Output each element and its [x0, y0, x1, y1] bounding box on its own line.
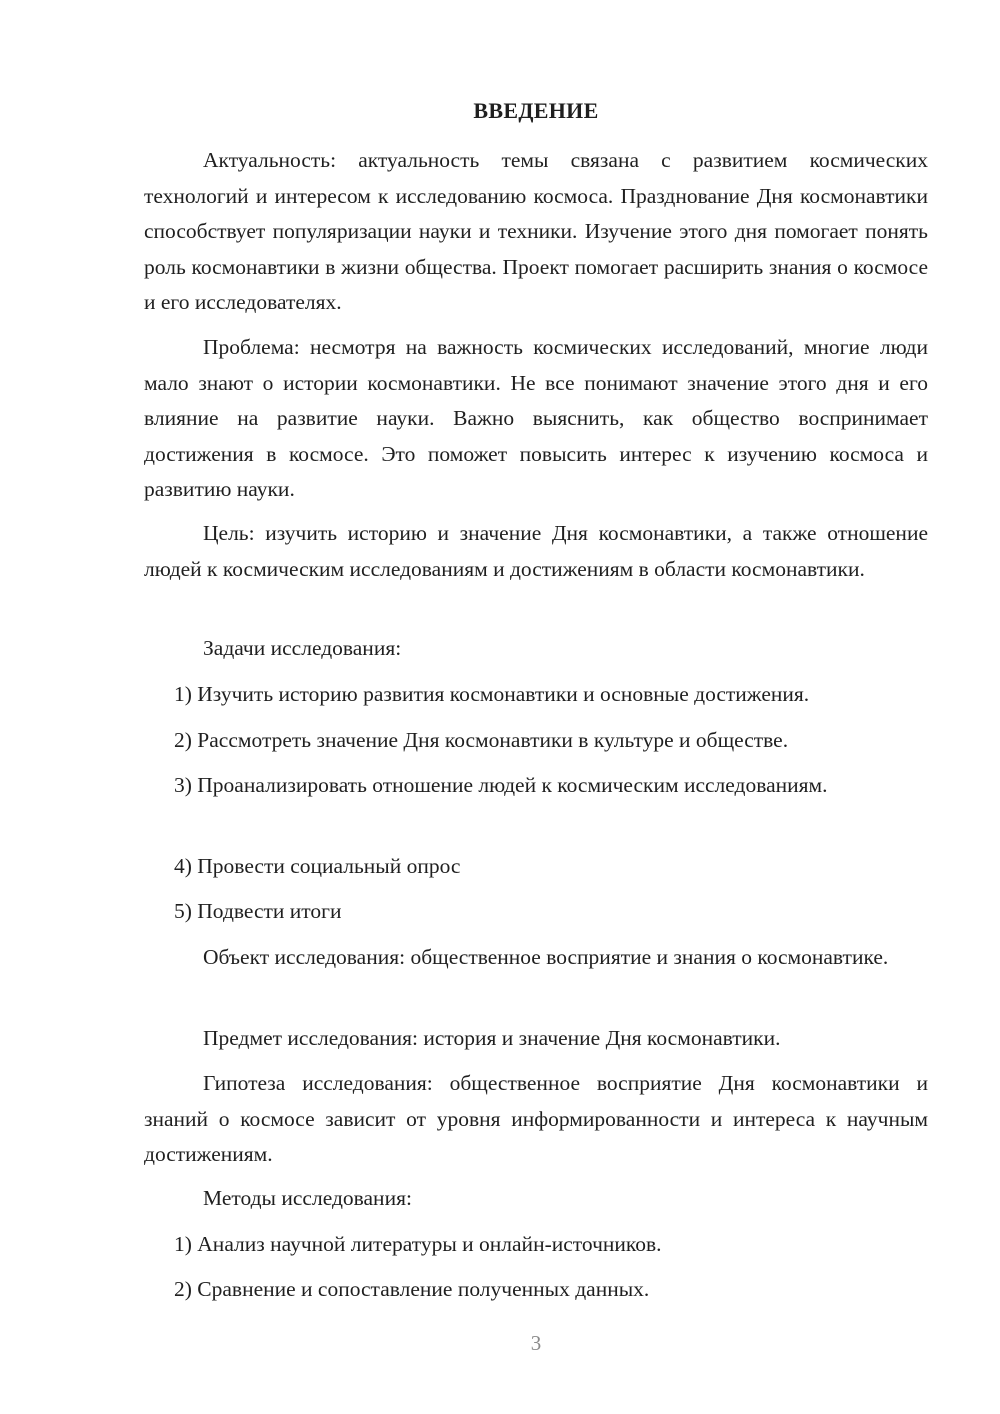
task-item-3: 3) Проанализировать отношение людей к космическим исследованиям.	[174, 773, 828, 797]
paragraph-subject: Предмет исследования: история и значение Дня космонавтики.	[203, 1026, 781, 1050]
page-title: ВВЕДЕНИЕ	[473, 98, 599, 123]
task-item-4: 4) Провести социальный опрос	[174, 854, 461, 878]
paragraph-hypothesis: Гипотеза исследования: общественное восприятие Дня космонавтики и знаний о космосе зависит от уровня информированности и интереса к научным достижениям.	[144, 1071, 928, 1166]
task-item-5: 5) Подвести итоги	[174, 899, 342, 923]
methods-heading: Методы исследования:	[203, 1186, 412, 1210]
tasks-heading: Задачи исследования:	[203, 636, 402, 660]
paragraph-object: Объект исследования: общественное восприятие и знания о космонавтике.	[203, 945, 889, 969]
paragraph-actuality: Актуальность: актуальность темы связана с развитием космических технологий и интересом к исследованию космоса. Празднование Дня космонавтики способствует популяризации науки и техники. Изучение этого дня помогает понять роль космонавтики в жизни общества. Проект помогает расширить знания о космосе и его исследователях.	[144, 148, 928, 314]
method-item-1: 1) Анализ научной литературы и онлайн-источников.	[174, 1232, 662, 1256]
paragraph-problem: Проблема: несмотря на важность космических исследований, многие люди мало знают о истории космонавтики. Не все понимают значение этого дня и его влияние на развитие науки. Важно выяснить, как общество воспринимает достижения в космосе. Это поможет повысить интерес к изучению космоса и развитию науки.	[144, 335, 928, 501]
task-item-2: 2) Рассмотреть значение Дня космонавтики в культуре и обществе.	[174, 728, 789, 752]
task-item-1: 1) Изучить историю развития космонавтики и основные достижения.	[174, 682, 810, 706]
paragraph-goal: Цель: изучить историю и значение Дня космонавтики, а также отношение людей к космическим исследованиям и достижениям в области космонавтики.	[144, 521, 928, 581]
page-number: 3	[530, 1331, 542, 1355]
method-item-2: 2) Сравнение и сопоставление полученных данных.	[174, 1277, 650, 1301]
